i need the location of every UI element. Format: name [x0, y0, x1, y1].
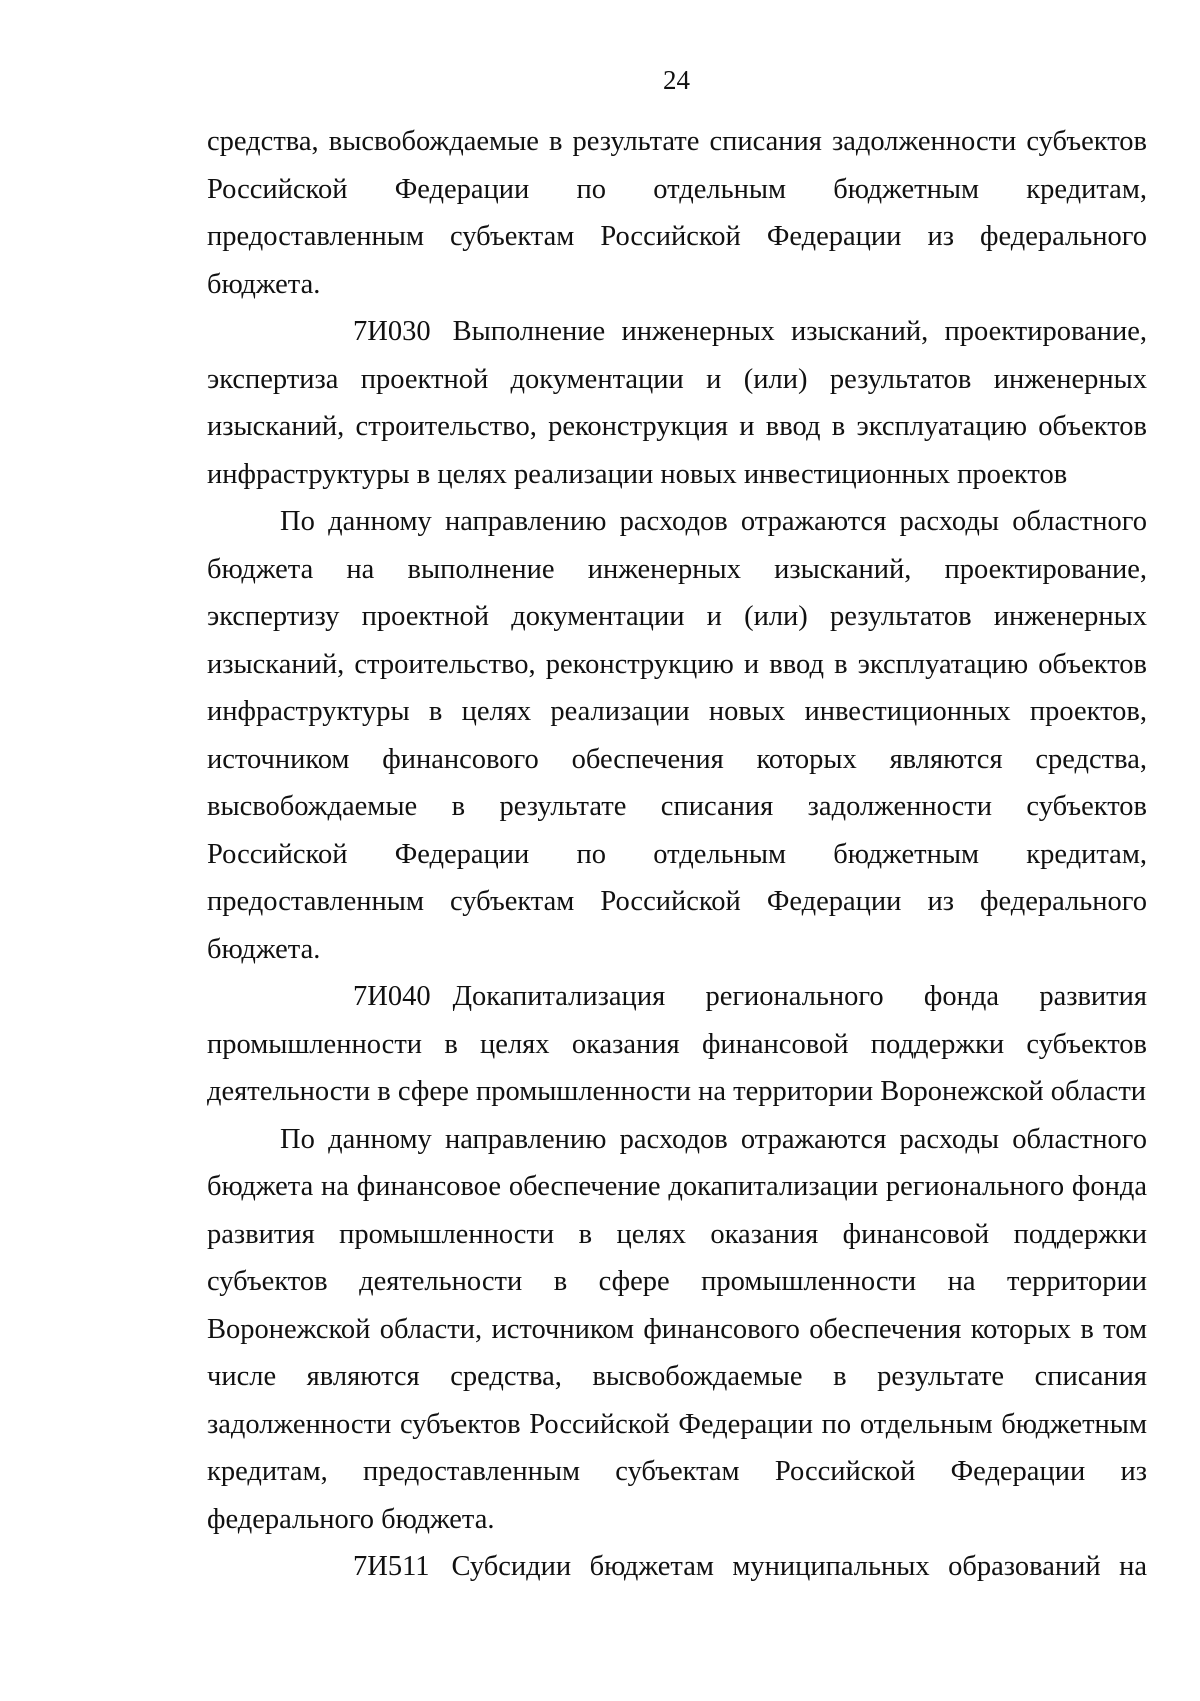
paragraph-description [207, 1116, 1147, 1544]
page-number: 24 [663, 65, 690, 95]
section-heading-7i040 [207, 973, 1147, 1116]
expense-code: 7И030 [353, 316, 431, 347]
section-heading-7i511 [207, 1543, 1147, 1591]
section-heading-7i030 [207, 308, 1147, 498]
paragraph-text: По данному направлению расходов отражаются расходы областного бюджета на выполнение инженерных изысканий, проектирование, экспертизу проектной документации и (или) результатов инженерных изысканий, строительство, реконструкцию и ввод в эксплуатацию объектов инфраструктуры в целях реализации новых инвестиционных проектов, источником финансового обеспечения которых являются средства, высвобождаемые в результате списания задолженности субъектов Российской Федерации по отдельным бюджетным кредитам, предоставленным субъектам Российской Федерации из федерального бюджета. [207, 506, 1147, 965]
paragraph-description [207, 498, 1147, 973]
expense-code: 7И511 [353, 1551, 430, 1582]
expense-code: 7И040 [353, 981, 431, 1012]
section-heading-text: Выполнение инженерных изысканий, проектирование, экспертиза проектной документации и (или) результатов инженерных изысканий, строительство, реконструкция и ввод в эксплуатацию объектов инфраструктуры в целях реализации новых инвестиционных проектов [207, 316, 1147, 490]
paragraph-text: По данному направлению расходов отражаются расходы областного бюджета на финансовое обеспечение докапитализации регионального фонда развития промышленности в целях оказания финансовой поддержки субъектов деятельности в сфере промышленности на территории Воронежской области, источником финансового обеспечения которых в том числе являются средства, высвобождаемые в результате списания задолженности субъектов Российской Федерации по отдельным бюджетным кредитам, предоставленным субъектам Российской Федерации из федерального бюджета. [207, 1123, 1147, 1535]
section-heading-text: Докапитализация регионального фонда развития промышленности в целях оказания финансовой поддержки субъектов деятельности в сфере промышленности на территории Воронежской области [207, 981, 1147, 1107]
section-heading-text: Субсидии бюджетам муниципальных образований на [451, 1551, 1147, 1582]
paragraph-continuation [207, 118, 1147, 308]
document-body [207, 118, 1147, 1591]
paragraph-text: средства, высвобождаемые в результате списания задолженности субъектов Российской Федерации по отдельным бюджетным кредитам, предоставленным субъектам Российской Федерации из федерального бюджета. [207, 126, 1147, 300]
